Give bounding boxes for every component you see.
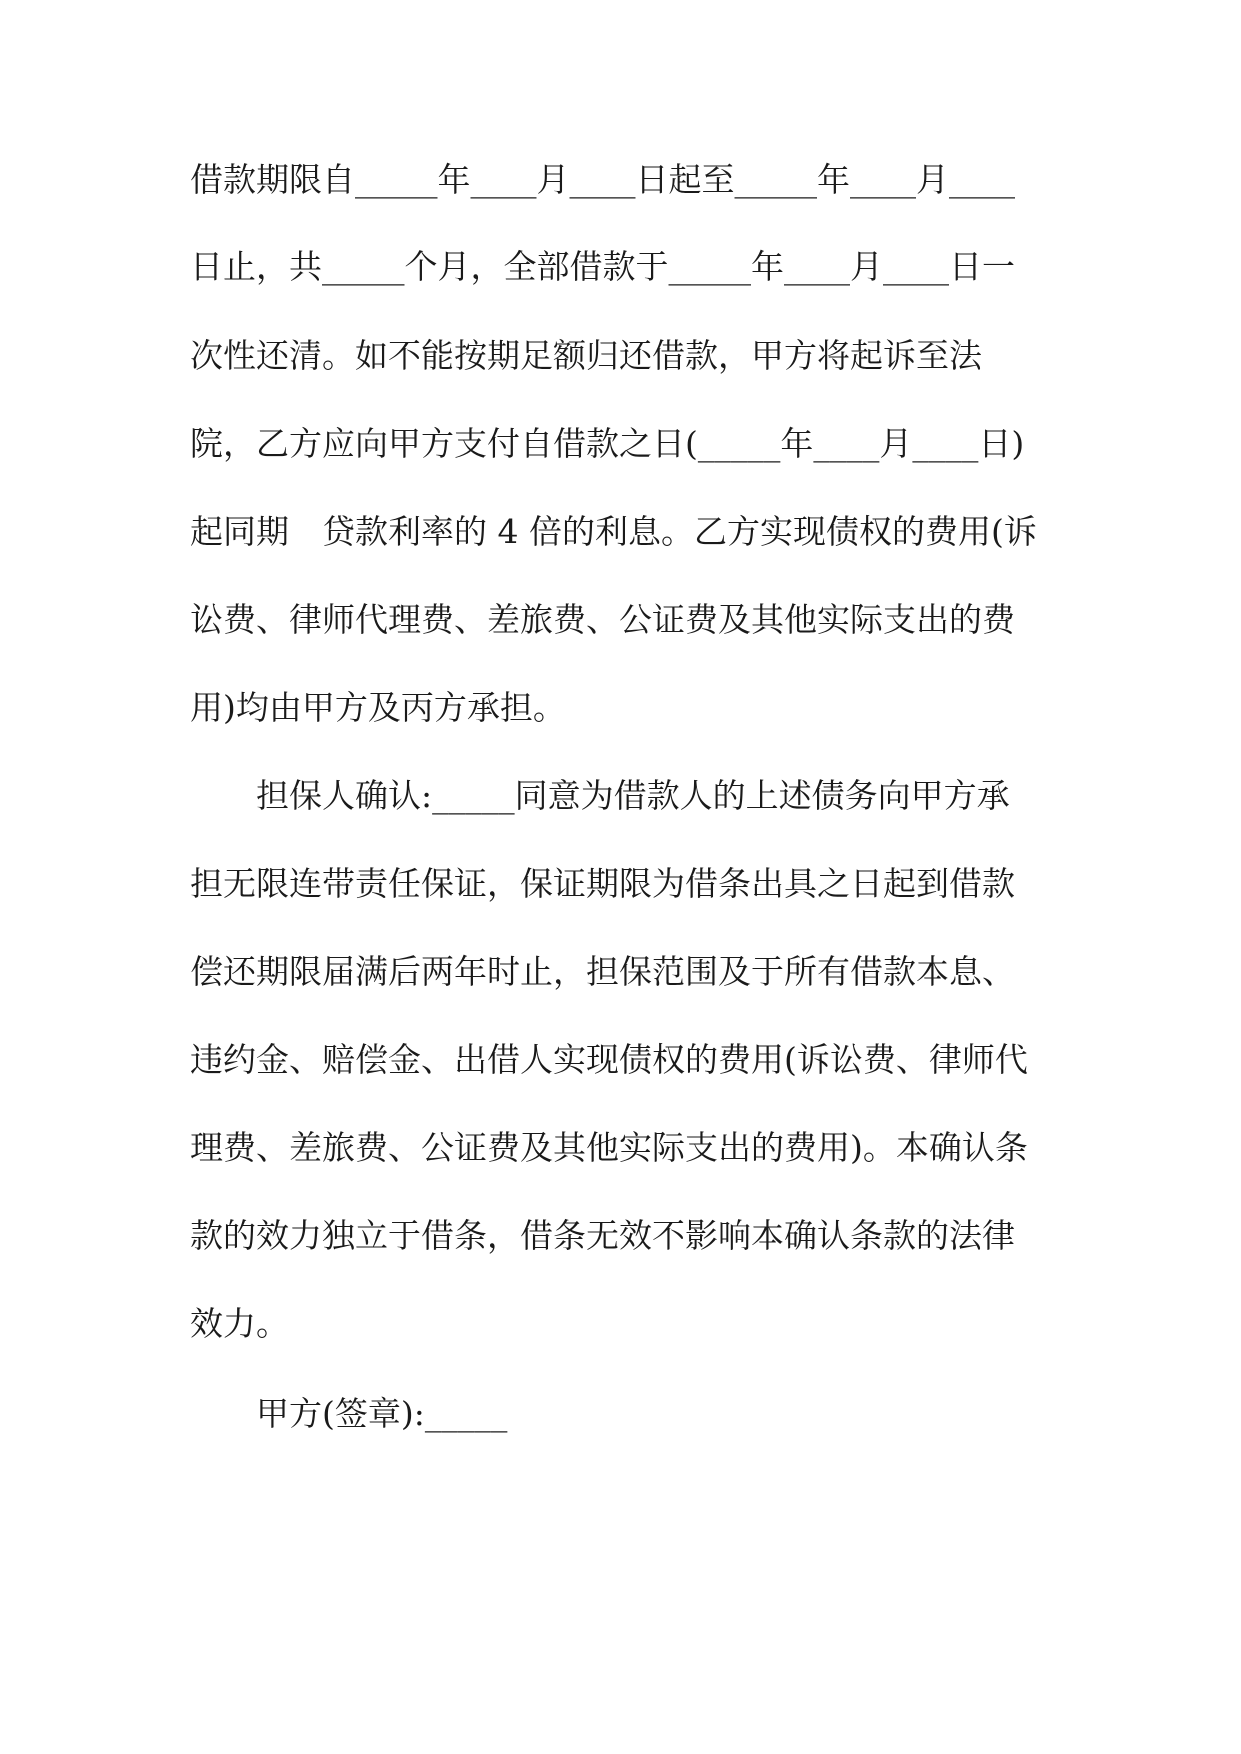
guarantor-line-6: 款的效力独立于借条，借条无效不影响本确认条款的法律 <box>190 1216 1015 1255</box>
guarantor-line-3: 偿还期限届满后两年时止，担保范围及于所有借款本息、 <box>190 952 1015 991</box>
guarantor-line-1: 担保人确认:_____同意为借款人的上述债务向甲方承 <box>256 776 1010 815</box>
guarantor-line-2: 担无限连带责任保证，保证期限为借条出具之日起到借款 <box>190 864 1015 903</box>
paragraph-line-6: 讼费、律师代理费、差旅费、公证费及其他实际支出的费 <box>190 600 1015 639</box>
paragraph-line-4: 院，乙方应向甲方支付自借款之日(_____年____月____日) <box>190 424 1025 463</box>
guarantor-line-5: 理费、差旅费、公证费及其他实际支出的费用)。本确认条 <box>190 1128 1028 1167</box>
paragraph-line-3: 次性还清。如不能按期足额归还借款，甲方将起诉至法 <box>190 336 982 375</box>
paragraph-line-2: 日止，共_____个月，全部借款于_____年____月____日一 <box>190 247 1015 286</box>
paragraph-line-1: 借款期限自_____年____月____日起至_____年____月____ <box>190 160 1015 199</box>
paragraph-line-7: 用)均由甲方及丙方承担。 <box>190 688 566 727</box>
paragraph-line-5: 起同期 贷款利率的 4 倍的利息。乙方实现债权的费用(诉 <box>190 512 1037 551</box>
party-a-signature-line: 甲方(签章):_____ <box>256 1394 508 1433</box>
guarantor-line-4: 违约金、赔偿金、出借人实现债权的费用(诉讼费、律师代 <box>190 1040 1028 1079</box>
guarantor-line-7: 效力。 <box>190 1304 289 1343</box>
